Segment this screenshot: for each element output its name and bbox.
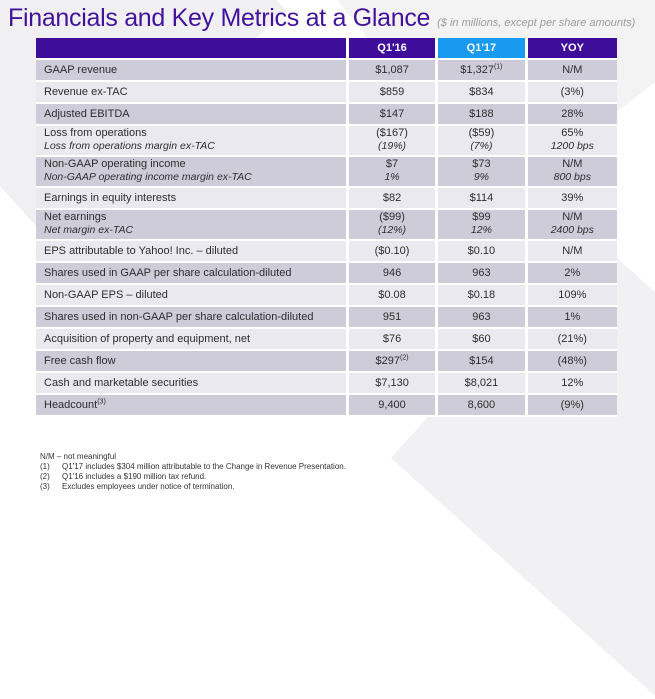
q116-value: $82 [349, 188, 438, 210]
header-yoy-column: YOY [528, 38, 617, 60]
yoy-value: N/M [528, 241, 617, 263]
footnotes [40, 452, 346, 492]
footnote-nm: N/M – not meaningful [40, 452, 117, 461]
q117-value: $99 12% [438, 210, 527, 241]
metric-label: Free cash flow [36, 351, 349, 373]
table-body [36, 60, 617, 417]
q117-value: $0.10 [438, 241, 527, 263]
footnote-2 [40, 472, 346, 482]
yoy-value: N/M 800 bps [528, 157, 617, 188]
q116-value: 9,400 [349, 395, 438, 417]
yoy-value: 2% [528, 263, 617, 285]
table-row [36, 373, 617, 395]
q117-value: $114 [438, 188, 527, 210]
yoy-value: 65% 1200 bps [528, 126, 617, 157]
yoy-value: N/M [528, 60, 617, 82]
metric-label: Shares used in GAAP per share calculation-diluted [36, 263, 349, 285]
q116-value: $859 [349, 82, 438, 104]
yoy-value: 12% [528, 373, 617, 395]
yoy-value: (9%) [528, 395, 617, 417]
footnote-2-text: Q1'16 includes a $190 million tax refund. [62, 472, 207, 481]
header-q117-column: Q1'17 [438, 38, 527, 60]
metric-label: Loss from operations Loss from operations margin ex-TAC [36, 126, 349, 157]
q117-value: $8,021 [438, 373, 527, 395]
q117-value: ($59) (7%) [438, 126, 527, 157]
footnote-1-text: Q1'17 includes $304 million attributable to the Change in Revenue Presentation. [62, 462, 346, 471]
q116-value: $147 [349, 104, 438, 126]
q117-value: $0.18 [438, 285, 527, 307]
q117-value: $1,327$^{(1)}$ [438, 60, 527, 82]
table-row [36, 82, 617, 104]
metric-label: Cash and marketable securities [36, 373, 349, 395]
table-row [36, 188, 617, 210]
table-row [36, 395, 617, 417]
q117-value: $60 [438, 329, 527, 351]
metric-label: Net earnings Net margin ex-TAC [36, 210, 349, 241]
header-q116-column: Q1'16 [349, 38, 438, 60]
yoy-value: 109% [528, 285, 617, 307]
q117-value: $834 [438, 82, 527, 104]
footnote-1 [40, 462, 346, 472]
slide-header [8, 4, 653, 33]
metric-label: Earnings in equity interests [36, 188, 349, 210]
page-subtitle: ($ in millions, except per share amounts) [437, 17, 636, 29]
table-row [36, 60, 617, 82]
table-row [36, 241, 617, 263]
metric-label: Non-GAAP operating income Non-GAAP operating income margin ex-TAC [36, 157, 349, 188]
q116-value: $297$^{(2)}$ [349, 351, 438, 373]
metric-label: GAAP revenue [36, 60, 349, 82]
footnote-3-text: Excludes employees under notice of termination. [62, 482, 235, 491]
q116-value: $1,087 [349, 60, 438, 82]
table-row [36, 126, 617, 157]
q117-value: 8,600 [438, 395, 527, 417]
table-row [36, 104, 617, 126]
metric-label: EPS attributable to Yahoo! Inc. – diluted [36, 241, 349, 263]
footnote-1-number: (1) [40, 462, 50, 471]
table-row [36, 157, 617, 188]
q116-value: $7,130 [349, 373, 438, 395]
metric-label: Non-GAAP EPS – diluted [36, 285, 349, 307]
metric-label: Adjusted EBITDA [36, 104, 349, 126]
table-header-row [36, 38, 617, 60]
footnote-2-number: (2) [40, 472, 50, 481]
q117-value: $154 [438, 351, 527, 373]
table-row [36, 307, 617, 329]
yoy-value: 28% [528, 104, 617, 126]
yoy-value: (3%) [528, 82, 617, 104]
q116-value: ($167) (19%) [349, 126, 438, 157]
table-row [36, 351, 617, 373]
q117-value: 963 [438, 263, 527, 285]
metric-label: Revenue ex-TAC [36, 82, 349, 104]
yoy-value: (21%) [528, 329, 617, 351]
q117-value: 963 [438, 307, 527, 329]
q116-value: ($0.10) [349, 241, 438, 263]
yoy-value: 39% [528, 188, 617, 210]
footnote-3-number: (3) [40, 482, 50, 491]
yoy-value: N/M 2400 bps [528, 210, 617, 241]
q116-value: ($99) (12%) [349, 210, 438, 241]
page-title: Financials and Key Metrics at a Glance [8, 4, 431, 32]
metric-label: Shares used in non-GAAP per share calculation-diluted [36, 307, 349, 329]
q116-value: $76 [349, 329, 438, 351]
metric-label: Acquisition of property and equipment, net [36, 329, 349, 351]
q117-value: $73 9% [438, 157, 527, 188]
q117-value: $188 [438, 104, 527, 126]
q116-value: $7 1% [349, 157, 438, 188]
footnote-3 [40, 482, 346, 492]
table-row [36, 263, 617, 285]
financials-table [36, 38, 617, 417]
table-row [36, 210, 617, 241]
table-row [36, 285, 617, 307]
yoy-value: 1% [528, 307, 617, 329]
header-metric-column [36, 38, 349, 60]
metric-label: Headcount$^{(3)}$ [36, 395, 349, 417]
q116-value: $0.08 [349, 285, 438, 307]
q116-value: 946 [349, 263, 438, 285]
table-row [36, 329, 617, 351]
yoy-value: (48%) [528, 351, 617, 373]
q116-value: 951 [349, 307, 438, 329]
